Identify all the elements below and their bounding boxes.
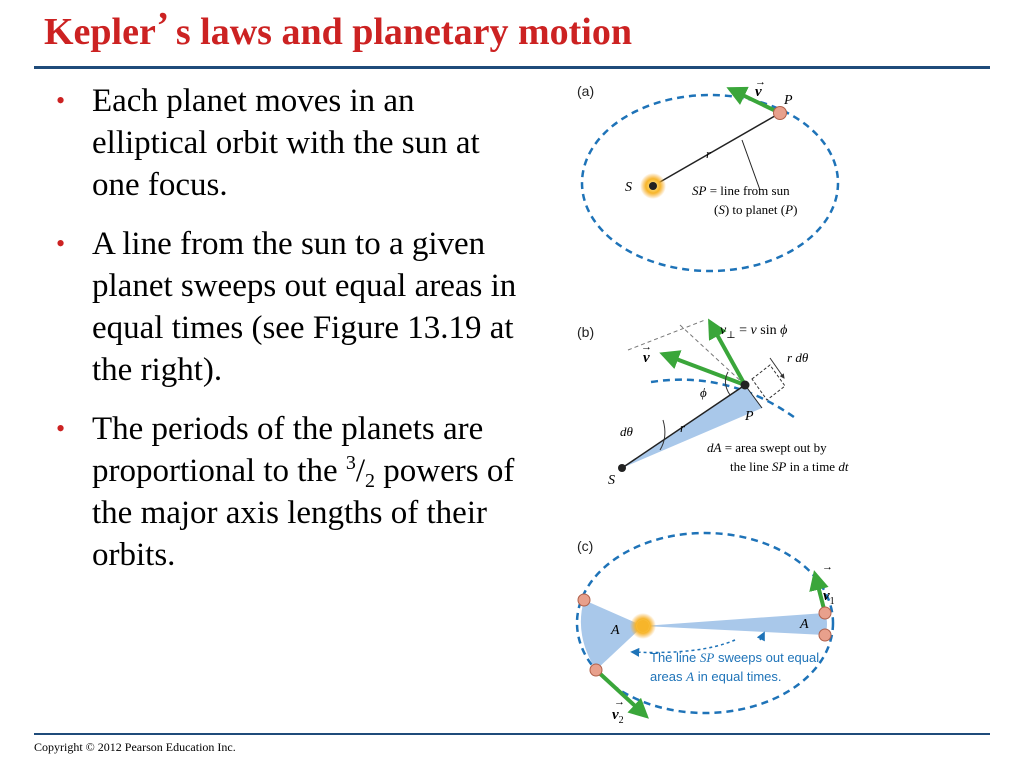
sun-focus-dot [649, 182, 657, 190]
copyright-text: Copyright © 2012 Pearson Education Inc. [34, 740, 236, 754]
vector-arrow-glyph: → [755, 76, 766, 88]
sun-label: S [608, 473, 615, 488]
planet-dot [741, 381, 750, 390]
bullet-text [92, 411, 514, 573]
phi-label: ϕ [700, 385, 707, 400]
panel-c [577, 533, 835, 726]
da-caption-line-1: dA = area swept out by [707, 440, 827, 455]
planet-label: P [745, 409, 754, 424]
velocity-label: v [643, 350, 650, 366]
r-dtheta-label: r dθ [787, 350, 809, 365]
da-caption-line-2: the line SP in a time dt [730, 459, 849, 474]
radius-label: r [706, 146, 712, 161]
exponent-slash: / [355, 453, 366, 489]
sweep-pointer-right [760, 633, 764, 640]
bullet-dot: • [56, 229, 66, 258]
v1-label: $v_1$ [823, 588, 835, 607]
planet-icon [590, 664, 602, 676]
footer-divider [34, 733, 990, 735]
panel-a [577, 76, 838, 271]
v-perp-label: $v_\perp = v$ sin ϕ [720, 323, 788, 341]
projection-dashed-line [628, 320, 705, 350]
sun-focus-dot [618, 464, 626, 472]
title-part1: Kepler [44, 11, 157, 53]
kepler-figure [560, 76, 1000, 731]
planet-icon [774, 107, 787, 120]
panel-c-label: (c) [577, 538, 594, 554]
exponent-denominator: 2 [365, 470, 376, 492]
panel-a-label: (a) [577, 83, 595, 99]
r-dtheta-box [752, 365, 785, 400]
bullet-text-before: The periods of the planets are proportional to the [92, 411, 484, 489]
phi-angle-arc [725, 372, 730, 395]
radius-line-sp [653, 113, 780, 186]
dtheta-label: dθ [620, 424, 633, 439]
slide-title [44, 5, 632, 54]
bullet-item [50, 223, 520, 391]
vector-arrow-glyph: → [614, 696, 625, 708]
bullet-item [50, 80, 520, 206]
planet-label: P [784, 93, 793, 108]
caption-line-2: (S) to planet (P) [714, 202, 798, 217]
panel-b [577, 320, 849, 488]
title-divider [34, 66, 990, 69]
sun-label: S [625, 180, 632, 195]
bullet-text: A line from the sun to a given planet sweeps out equal areas in equal times (see Figure 13.19 at the right). [92, 226, 517, 388]
exponent-numerator: 3 [345, 452, 356, 474]
bullet-item [50, 408, 520, 576]
sweep-caption-line-1: The line SP sweeps out equal [650, 650, 820, 665]
vector-arrow-glyph: → [641, 341, 652, 353]
area-label-right: A [800, 617, 809, 632]
sweep-caption-line-2: areas A in equal times. [650, 669, 782, 684]
sun-core [637, 620, 649, 632]
bullet-list [50, 80, 520, 593]
velocity-label: v [755, 84, 762, 100]
vector-arrow-glyph: → [822, 561, 833, 573]
bullet-text: Each planet moves in an elliptical orbit with the sun at one focus. [92, 83, 480, 203]
bullet-dot: • [56, 414, 66, 443]
velocity-vector-2 [596, 670, 646, 716]
title-part2: s laws and planetary motion [166, 11, 632, 53]
planet-icon [578, 594, 590, 606]
caption-line-1: SP = line from sun [692, 183, 790, 198]
panel-b-label: (b) [577, 324, 595, 340]
planet-icon [819, 629, 831, 641]
bullet-dot: • [56, 86, 66, 115]
planet-icon [819, 607, 831, 619]
radius-label: r [680, 420, 686, 435]
v2-label: $v_2$ [612, 707, 624, 726]
title-apostrophe: ’ [156, 5, 167, 47]
area-label-left: A [611, 623, 620, 638]
bullet-text-after: powers of the major axis lengths of their orbits. [92, 453, 515, 573]
swept-area-da [622, 385, 762, 468]
